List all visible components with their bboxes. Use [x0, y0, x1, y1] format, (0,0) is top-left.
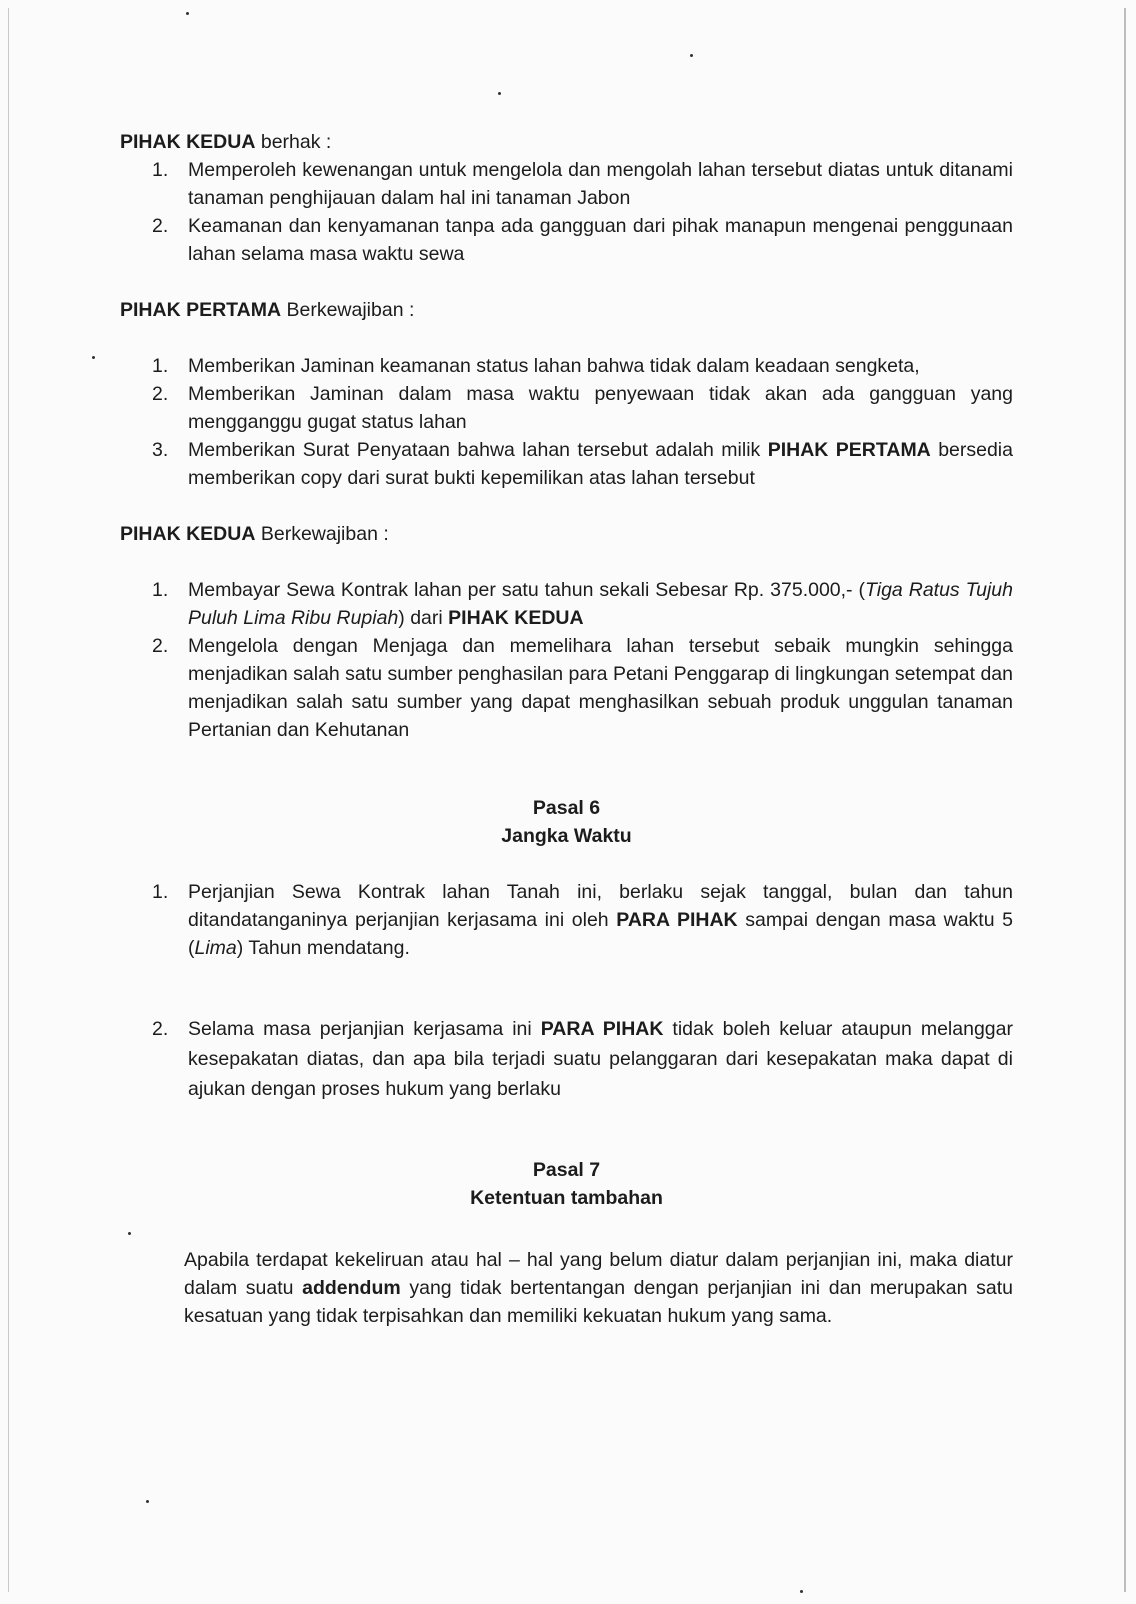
- pasal-7-title: Ketentuan tambahan: [470, 1187, 663, 1209]
- list-item: 3. Memberikan Surat Penyataan bahwa lahan tersebut adalah milik PIHAK PERTAMA bersedia memberikan copy dari surat bukti kepemilikan atas lahan tersebut: [152, 439, 1013, 489]
- scan-speck: [92, 356, 95, 359]
- list-item: 2. Keamanan dan kenyamanan tanpa ada gangguan dari pihak manapun mengenai penggunaan lahan selama masa waktu sewa: [152, 215, 1013, 265]
- list-item: 1. Perjanjian Sewa Kontrak lahan Tanah ini, berlaku sejak tanggal, bulan dan tahun ditandatanganinya perjanjian kerjasama ini oleh PARA PIHAK sampai dengan masa waktu 5 (Lima) Tahun mendatang.: [152, 881, 1014, 959]
- list-item: 2. Selama masa perjanjian kerjasama ini PARA PIHAK tidak boleh keluar ataupun melanggar kesepakatan diatas, dan apa bila terjadi suatu pelanggaran dari kesepakatan maka dapat di ajukan dengan proses hukum yang berlaku: [152, 1018, 1013, 1100]
- scan-speck: [186, 12, 189, 15]
- list-item: 1. Memberikan Jaminan keamanan status lahan bahwa tidak dalam keadaan sengketa,: [152, 355, 920, 377]
- pasal-6-title: Jangka Waktu: [501, 825, 632, 847]
- list-item: 2. Memberikan Jaminan dalam masa waktu penyewaan tidak akan ada gangguan yang mengganggu gugat status lahan: [152, 383, 1013, 433]
- pasal-7-number: Pasal 7: [532, 1159, 601, 1181]
- scan-speck: [498, 92, 501, 95]
- pihak-kedua-berhak-heading: PIHAK KEDUA berhak :: [120, 131, 332, 153]
- pihak-kedua-berhak-list: [120, 156, 1013, 268]
- document-body: [120, 128, 1013, 1330]
- list-item: 1. Membayar Sewa Kontrak lahan per satu tahun sekali Sebesar Rp. 375.000,- (Tiga Ratus Tujuh Puluh Lima Ribu Rupiah) dari PIHAK KEDUA: [152, 579, 1013, 629]
- scan-speck: [690, 54, 693, 57]
- list-item: 1. Memperoleh kewenangan untuk mengelola dan mengolah lahan tersebut diatas untuk ditanami tanaman penghijauan dalam hal ini tanaman Jabon: [152, 159, 1013, 209]
- pasal-6-list: [120, 878, 1013, 1104]
- scan-speck: [800, 1590, 803, 1593]
- list-item: 2. Mengelola dengan Menjaga dan memelihara lahan tersebut sebaik mungkin sehingga menjadikan salah satu sumber penghasilan para Petani Penggarap di lingkungan setempat dan menjadikan salah satu sumber yang dapat menghasilkan sebuah produk unggulan tanaman Pertanian dan Kehutanan: [152, 635, 1013, 741]
- pasal-6-number: Pasal 6: [532, 797, 601, 819]
- pihak-pertama-kewajiban-list: [120, 352, 1013, 492]
- pasal-7-paragraph: Apabila terdapat kekeliruan atau hal – hal yang belum diatur dalam perjanjian ini, maka diatur dalam suatu addendum yang tidak bertentangan dengan perjanjian ini dan merupakan satu kesatuan yang tidak terpisahkan dan memiliki kekuatan hukum yang sama.: [184, 1249, 1013, 1327]
- scan-speck: [146, 1500, 149, 1503]
- pihak-kedua-kewajiban-list: [120, 576, 1013, 744]
- pihak-kedua-kewajiban-heading: PIHAK KEDUA Berkewajiban :: [120, 523, 389, 545]
- pihak-pertama-kewajiban-heading: PIHAK PERTAMA Berkewajiban :: [120, 299, 415, 321]
